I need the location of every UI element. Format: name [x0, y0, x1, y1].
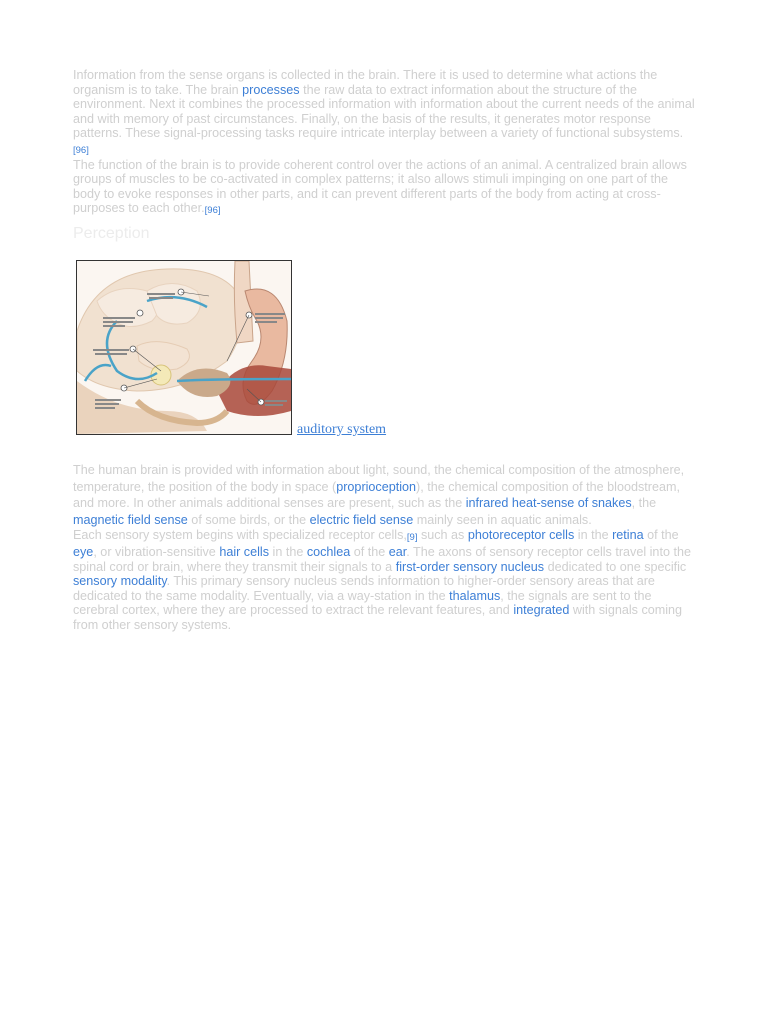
text-run: in the — [574, 528, 613, 543]
link-electric-field-sense[interactable]: electric field sense — [309, 512, 414, 527]
text-run: Each sensory system begins with specialized receptor cells, — [73, 528, 407, 543]
link-processes[interactable]: processes — [242, 82, 300, 97]
auditory-system-image[interactable] — [76, 260, 292, 435]
link-first-order-sensory-nucleus[interactable]: first-order sensory nucleus — [395, 559, 545, 574]
figure-caption-link[interactable]: auditory system — [297, 421, 387, 437]
link-hair-cells[interactable]: hair cells — [219, 544, 270, 559]
link-eye[interactable]: eye — [73, 544, 94, 559]
section-heading-perception: Perception — [73, 224, 150, 242]
text-run: ), the chemical composition of the bloodstream, and more. In other animals additional senses are present, such as the — [73, 479, 680, 511]
intro-paragraph-2 — [73, 158, 695, 218]
citation-9[interactable]: [9] — [406, 532, 418, 544]
link-cochlea[interactable]: cochlea — [306, 544, 351, 559]
text-run: the raw data to extract information about the structure of the environment. Next it combines the processed information with information about the current needs of the animal and with memory of past circumstances. Finally, on the basis of the results, it generates motor response patterns. These signal-processing tasks require intricate interplay between a variety of functional subsystems. — [73, 82, 695, 141]
figure — [73, 254, 695, 462]
link-retina[interactable]: retina — [612, 528, 644, 543]
text-run: of some birds, or the — [187, 512, 310, 527]
text-run: in the — [269, 544, 307, 559]
article-body — [73, 68, 695, 632]
link-ear[interactable]: ear — [388, 544, 407, 559]
perception-paragraph-1 — [73, 462, 695, 528]
text-run: mainly seen in aquatic animals. — [413, 512, 592, 527]
text-run: Information from the sense organs is collected in the brain. There it is used to determine what actions the organism is to take. The brain — [73, 68, 658, 97]
text-run: dedicated to one specific — [544, 559, 687, 574]
text-run: , the signals are sent to the cerebral cortex, where they are processed to extract the relevant features, and — [73, 588, 652, 618]
link-sensory-modality[interactable]: sensory modality — [73, 574, 167, 589]
text-run: The human brain is provided with information about light, sound, the chemical composition of the atmosphere, temperature, the position of the body in space ( — [73, 462, 685, 494]
text-run: , the — [631, 496, 657, 511]
link-photoreceptor-cells[interactable]: photoreceptor cells — [467, 528, 575, 543]
text-run: of the — [350, 544, 389, 559]
text-run: The function of the brain is to provide coherent control over the actions of an animal. A centralized brain allows groups of muscles to be co-activated in complex patterns; it also allows stimuli impinging on one part of the body to evoke responses in other parts, and it can prevent different parts of the body from acting at cross-purposes to each other. — [73, 157, 687, 216]
citation-96[interactable]: [96] — [73, 144, 89, 156]
perception-paragraph-2 — [73, 528, 695, 632]
link-magnetic-field-sense[interactable]: magnetic field sense — [73, 512, 188, 527]
citation-96[interactable]: [96] — [204, 205, 221, 217]
link-thalamus[interactable]: thalamus — [449, 588, 501, 603]
intro-paragraph-1 — [73, 68, 695, 158]
text-run: . The axons of sensory receptor cells travel into the spinal cord or brain, where they transmit their signals to a — [73, 544, 691, 574]
link-infrared-heat-sense[interactable]: infrared heat-sense of snakes — [465, 496, 632, 511]
text-run: with signals coming from other sensory systems. — [73, 603, 683, 632]
text-run: . This primary sensory nucleus sends information to higher-order sensory areas that are dedicated to the same modality. Eventually, via a way-station in the — [73, 574, 655, 603]
text-run: , or vibration-sensitive — [93, 544, 220, 559]
text-run: of the — [643, 528, 679, 543]
link-proprioception[interactable]: proprioception — [336, 479, 417, 494]
link-integrated[interactable]: integrated — [513, 603, 570, 618]
text-run: such as — [417, 528, 468, 543]
ear-anatomy-illustration — [77, 261, 291, 434]
